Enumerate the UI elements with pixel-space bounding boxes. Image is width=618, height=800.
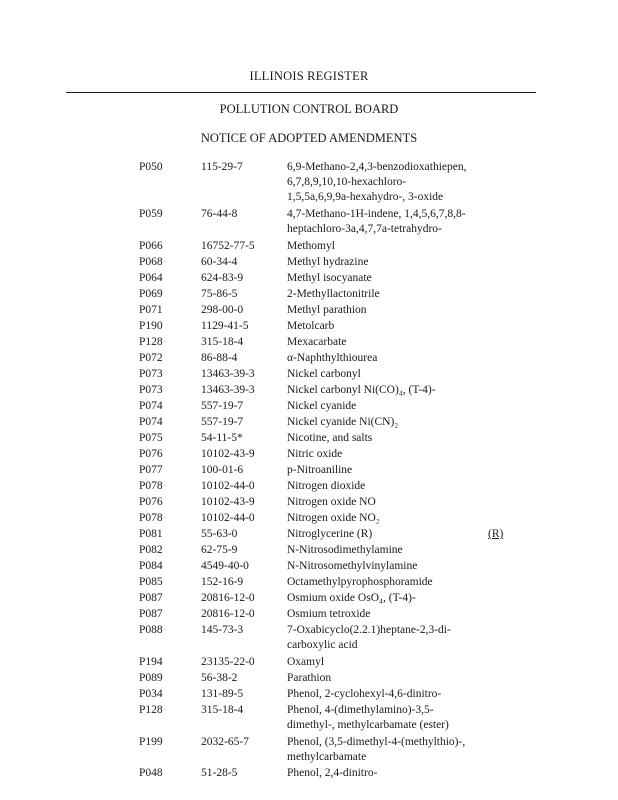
cas-number: 315-18-4 bbox=[201, 703, 244, 716]
waste-code: P078 bbox=[139, 480, 163, 492]
substance-name-line: heptachloro-3a,4,7,7a-tetrahydro- bbox=[287, 223, 442, 236]
substance-name bbox=[287, 559, 497, 574]
waste-code: P068 bbox=[139, 256, 163, 268]
waste-code: P074 bbox=[139, 416, 163, 428]
waste-code: P194 bbox=[139, 655, 163, 668]
waste-code: P069 bbox=[139, 288, 163, 300]
substance-name-line: Phenol, 2-cyclohexyl-4,6-dinitro- bbox=[287, 687, 442, 700]
notice-title: NOTICE OF ADOPTED AMENDMENTS bbox=[200, 131, 418, 145]
cas-number: 10102-44-0 bbox=[201, 480, 255, 492]
waste-code: P089 bbox=[139, 671, 163, 684]
substance-name bbox=[287, 207, 497, 237]
substance-name bbox=[287, 623, 497, 653]
substance-name bbox=[287, 255, 497, 270]
waste-code: P081 bbox=[139, 528, 163, 540]
cas-number: 315-18-4 bbox=[201, 336, 244, 348]
substance-name-line: 6,9-Methano-2,4,3-benzodioxathiepen, bbox=[287, 161, 467, 173]
substance-name bbox=[287, 287, 497, 302]
waste-code: P072 bbox=[139, 352, 163, 364]
cas-number: 20816-12-0 bbox=[201, 592, 255, 604]
substance-name-line: Nickel cyanide bbox=[287, 400, 357, 412]
waste-code: P073 bbox=[139, 368, 163, 380]
substance-name-line: Phenol, (3,5-dimethyl-4-(methylthio)-, bbox=[287, 735, 466, 748]
substance-name bbox=[287, 447, 497, 462]
substance-name-line: Methomyl bbox=[287, 240, 335, 252]
substance-name-line: Nitrogen oxide NO₂ bbox=[287, 512, 380, 524]
substance-name bbox=[287, 607, 497, 622]
register-title: ILLINOIS REGISTER bbox=[249, 69, 369, 83]
cas-number: 86-88-4 bbox=[201, 352, 238, 364]
waste-code: P071 bbox=[139, 304, 163, 316]
substance-name-line: Methyl hydrazine bbox=[287, 256, 369, 268]
substance-name-line: 7-Oxabicyclo(2.2.1)heptane-2,3-di- bbox=[287, 624, 451, 636]
cas-number: 4549-40-0 bbox=[201, 560, 249, 572]
cas-number: 298-00-0 bbox=[201, 304, 244, 316]
substance-name bbox=[287, 351, 497, 366]
substance-name-line: Nitrogen dioxide bbox=[287, 480, 366, 492]
cas-number: 624-83-9 bbox=[201, 272, 244, 284]
substance-name-line: 2-Methyllactonitrile bbox=[287, 288, 380, 300]
cas-number: 60-34-4 bbox=[201, 256, 238, 268]
waste-code: P128 bbox=[139, 703, 163, 716]
substance-name-line: Phenol, 4-(dimethylamino)-3,5- bbox=[287, 703, 434, 716]
cas-number: 13463-39-3 bbox=[201, 368, 255, 380]
substance-name-line: dimethyl-, methylcarbamate (ester) bbox=[287, 718, 449, 731]
cas-number: 100-01-6 bbox=[201, 464, 244, 476]
substance-name-line: N-Nitrosodimethylamine bbox=[287, 544, 403, 556]
cas-number: 23135-22-0 bbox=[201, 655, 255, 668]
cas-number: 1129-41-5 bbox=[201, 320, 249, 332]
substance-name bbox=[287, 511, 497, 526]
substance-name bbox=[287, 239, 497, 254]
cas-number: 75-86-5 bbox=[201, 288, 238, 300]
cas-number: 10102-43-9 bbox=[201, 496, 255, 508]
cas-number: 56-38-2 bbox=[201, 671, 238, 684]
substance-name bbox=[287, 399, 497, 414]
waste-code: P082 bbox=[139, 544, 163, 556]
cas-number: 20816-12-0 bbox=[201, 608, 255, 620]
substance-name-line: Octamethylpyrophosphoramide bbox=[287, 576, 433, 588]
cas-number: 131-89-5 bbox=[201, 687, 244, 700]
substance-name bbox=[287, 383, 497, 398]
substance-name bbox=[287, 735, 497, 765]
cas-number: 115-29-7 bbox=[201, 161, 243, 173]
substance-name-line: Nickel carbonyl Ni(CO)₄, (T-4)- bbox=[287, 384, 436, 396]
waste-code: P050 bbox=[139, 161, 163, 173]
waste-code: P059 bbox=[139, 208, 163, 221]
substance-name bbox=[287, 591, 497, 606]
reactivity-mark: (R) bbox=[488, 528, 504, 540]
substance-name-line: Parathion bbox=[287, 671, 332, 684]
substance-name bbox=[287, 463, 497, 478]
substance-name bbox=[287, 527, 497, 542]
waste-code: P075 bbox=[139, 432, 163, 444]
waste-code: P199 bbox=[139, 735, 163, 748]
cas-number: 2032-65-7 bbox=[201, 735, 249, 748]
substance-name-line: Methyl parathion bbox=[287, 304, 367, 316]
substance-name-line: Methyl isocyanate bbox=[287, 272, 372, 284]
substance-name bbox=[287, 671, 497, 686]
cas-number: 557-19-7 bbox=[201, 400, 244, 412]
waste-code: P087 bbox=[139, 608, 163, 620]
waste-code: P084 bbox=[139, 560, 163, 572]
waste-code: P085 bbox=[139, 576, 163, 588]
waste-code: P087 bbox=[139, 592, 163, 604]
substance-name-line: 1,5,5a,6,9,9a-hexahydro-, 3-oxide bbox=[287, 191, 444, 203]
substance-name bbox=[287, 319, 497, 334]
substance-name bbox=[287, 703, 497, 733]
substance-name-line: Nitroglycerine (R) bbox=[287, 528, 373, 540]
substance-name-line: 4,7-Methano-1H-indene, 1,4,5,6,7,8,8- bbox=[287, 208, 466, 221]
waste-code: P076 bbox=[139, 448, 163, 460]
cas-number: 76-44-8 bbox=[201, 208, 238, 221]
waste-code: P074 bbox=[139, 400, 163, 412]
substance-name-line: N-Nitrosomethylvinylamine bbox=[287, 560, 418, 572]
waste-code: P078 bbox=[139, 512, 163, 524]
substance-name-line: Metolcarb bbox=[287, 320, 335, 332]
cas-number: 55-63-0 bbox=[201, 528, 238, 540]
substance-name-line: Osmium tetroxide bbox=[287, 608, 371, 620]
cas-number: 51-28-5 bbox=[201, 767, 238, 780]
cas-number: 16752-77-5 bbox=[201, 240, 255, 252]
cas-number: 54-11-5* bbox=[201, 432, 243, 444]
cas-number: 145-73-3 bbox=[201, 624, 244, 636]
substance-name bbox=[287, 687, 497, 702]
substance-name-line: p-Nitroaniline bbox=[287, 464, 353, 476]
waste-code: P064 bbox=[139, 272, 163, 284]
waste-code: P128 bbox=[139, 336, 163, 348]
substance-name bbox=[287, 575, 497, 590]
cas-number: 10102-44-0 bbox=[201, 512, 255, 524]
substance-name bbox=[287, 543, 497, 558]
substance-name bbox=[287, 271, 497, 286]
cas-number: 10102-43-9 bbox=[201, 448, 255, 460]
substance-name bbox=[287, 335, 497, 350]
substance-name-line: Nitric oxide bbox=[287, 448, 343, 460]
substance-name-line: Phenol, 2,4-dinitro- bbox=[287, 767, 378, 780]
substance-name-line: Osmium oxide OsO₄, (T-4)- bbox=[287, 592, 416, 604]
substance-name bbox=[287, 303, 497, 318]
waste-code: P088 bbox=[139, 624, 163, 636]
substance-name bbox=[287, 479, 497, 494]
substance-name-line: Nickel carbonyl bbox=[287, 368, 361, 380]
substance-name bbox=[287, 431, 497, 446]
waste-code: P048 bbox=[139, 767, 163, 780]
substance-name-line: Nickel cyanide Ni(CN)₂ bbox=[287, 416, 399, 428]
substance-name-line: carboxylic acid bbox=[287, 639, 358, 651]
waste-code: P034 bbox=[139, 687, 163, 700]
waste-code: P076 bbox=[139, 496, 163, 508]
substance-name bbox=[287, 367, 497, 382]
substance-name-line: Nicotine, and salts bbox=[287, 432, 373, 444]
substance-name-line: Mexacarbate bbox=[287, 336, 347, 348]
substance-name bbox=[287, 415, 497, 430]
cas-number: 557-19-7 bbox=[201, 416, 244, 428]
substance-name-line: Nitrogen oxide NO bbox=[287, 496, 376, 508]
substance-name bbox=[287, 160, 497, 205]
substance-name-line: methylcarbamate bbox=[287, 750, 367, 763]
waste-code: P066 bbox=[139, 240, 163, 252]
substance-name-line: Oxamyl bbox=[287, 655, 325, 668]
cas-number: 62-75-9 bbox=[201, 544, 238, 556]
substance-name bbox=[287, 495, 497, 510]
substance-name-line: α-Naphthylthiourea bbox=[287, 352, 378, 364]
substance-name bbox=[287, 766, 497, 781]
substance-name-line: 6,7,8,9,10,10-hexachloro- bbox=[287, 176, 407, 188]
waste-code: P073 bbox=[139, 384, 163, 396]
cas-number: 152-16-9 bbox=[201, 576, 244, 588]
waste-code: P190 bbox=[139, 320, 163, 332]
board-name: POLLUTION CONTROL BOARD bbox=[219, 102, 399, 116]
waste-code: P077 bbox=[139, 464, 163, 476]
substance-name bbox=[287, 655, 497, 670]
cas-number: 13463-39-3 bbox=[201, 384, 255, 396]
